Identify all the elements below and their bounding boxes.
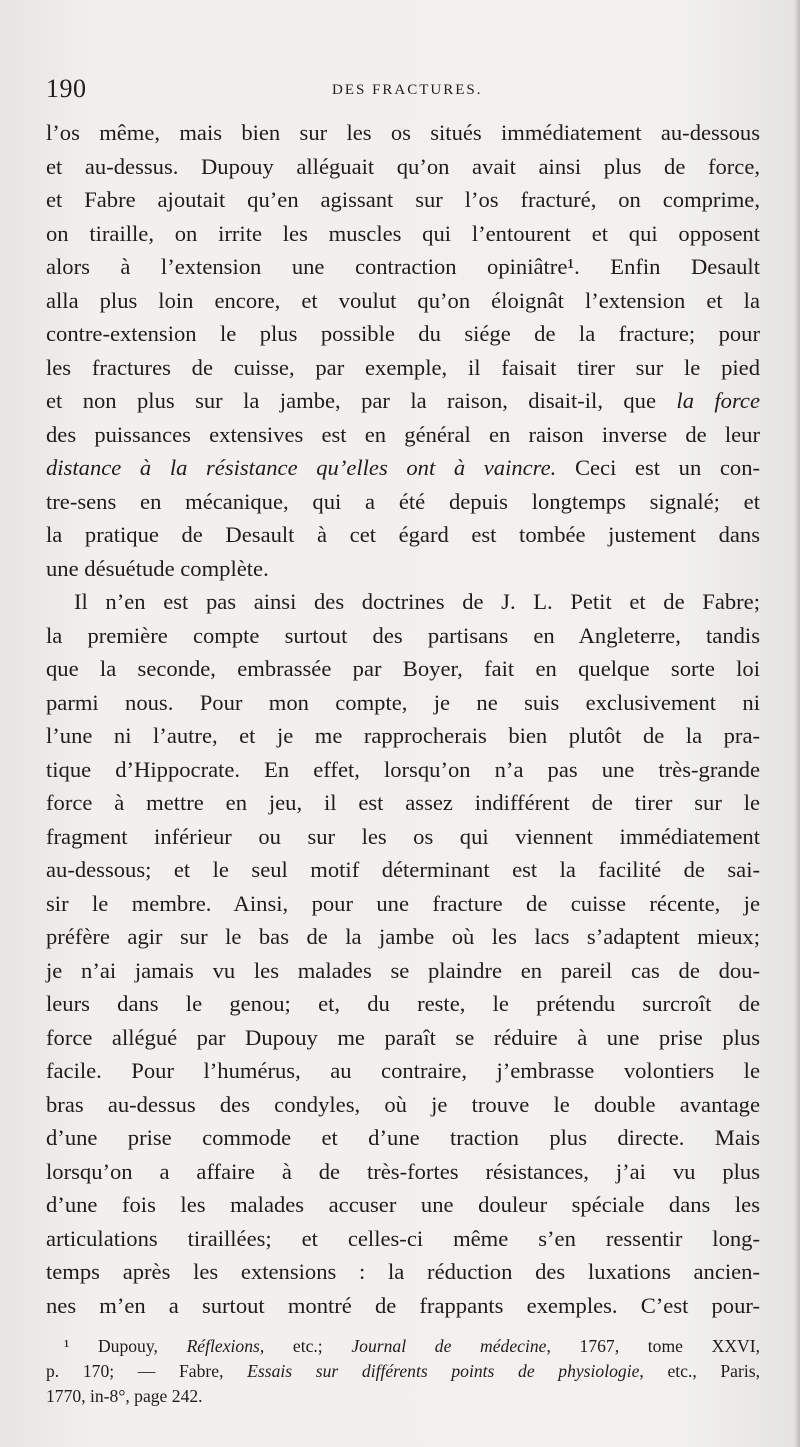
body-text	[46, 116, 760, 1322]
text-line: préfère agir sur le bas de la jambe où les lacs s’adaptent mieux;	[46, 924, 760, 949]
text-line: parmi nous. Pour mon compte, je ne suis exclusivement ni	[46, 689, 760, 715]
footnote-line	[46, 1334, 760, 1359]
italic-segment: la force	[676, 388, 760, 413]
text-line: d’une fois les malades accuser une douleur spéciale dans les	[46, 1192, 760, 1217]
footnote-line	[46, 1359, 760, 1384]
text-line: force à mettre en jeu, il est assez indifférent de tirer sur le	[46, 790, 760, 815]
text-line: l’os même, mais bien sur les os situés immédiatement au-dessous	[46, 120, 760, 145]
text-line: la pratique de Desault à cet égard est tombée justement dans	[46, 522, 760, 547]
text-line: leurs dans le genou; et, du reste, le prétendu surcroît de	[46, 991, 760, 1016]
text-line: et au-dessus. Dupouy alléguait qu’on avait ainsi plus de force,	[46, 153, 760, 179]
text-line: l’une ni l’autre, et je me rapprocherais bien plutôt de la pra-	[46, 723, 760, 748]
text-line: une désuétude complète.	[46, 555, 269, 581]
footnote-segment: , 1767, tome XXVI,	[546, 1336, 760, 1356]
page-header	[46, 74, 766, 108]
paragraph-first-line: Il n’en est pas ainsi des doctrines de J. L. Petit et de Fabre;	[74, 589, 760, 614]
text-line: bras au-dessus des condyles, où je trouve le double avantage	[46, 1091, 760, 1117]
footnote-segment: , etc.;	[259, 1336, 323, 1356]
footnote-italic: Journal de médecine	[351, 1336, 547, 1356]
footnote-segment: p. 170; — Fabre,	[46, 1361, 224, 1381]
text-line: facile. Pour l’humérus, au contraire, j’embrasse volontiers le	[46, 1058, 760, 1083]
footnote-segment: , etc., Paris,	[639, 1361, 760, 1381]
text-line: articulations tiraillées; et celles-ci même s’en ressentir long-	[46, 1225, 760, 1251]
text-line: des puissances extensives est en général en raison inverse de leur	[46, 421, 760, 447]
footnote-segment: ¹ Dupouy,	[64, 1336, 158, 1356]
text-line: les fractures de cuisse, par exemple, il faisait tirer sur le pied	[46, 354, 760, 380]
text-line: nes m’en a surtout montré de frappants exemples. C’est pour-	[46, 1292, 760, 1318]
text-line	[46, 451, 760, 485]
text-line: d’une prise commode et d’une traction plus directe. Mais	[46, 1125, 760, 1150]
text-line: au-dessous; et le seul motif déterminant est la facilité de sai-	[46, 857, 760, 882]
text-line: je n’ai jamais vu les malades se plaindre en pareil cas de dou-	[46, 957, 760, 983]
running-head: DES FRACTURES.	[332, 82, 483, 98]
text-line: alors à l’extension une contraction opiniâtre¹. Enfin Desault	[46, 254, 760, 279]
text-line: force allégué par Dupouy me paraît se réduire à une prise plus	[46, 1024, 760, 1050]
text-line: alla plus loin encore, et voulut qu’on éloignât l’extension et la	[46, 287, 760, 313]
page-number: 190	[46, 74, 87, 103]
text-line: contre-extension le plus possible du siége de la fracture; pour	[46, 321, 760, 346]
text-line: que la seconde, embrassée par Boyer, fait en quelque sorte loi	[46, 656, 760, 681]
italic-segment: distance à la résistance qu’elles ont à vaincre.	[46, 455, 557, 480]
text-line: sir le membre. Ainsi, pour une fracture de cuisse récente, je	[46, 890, 760, 916]
footnote-italic: Essais sur différents points de physiologie	[247, 1361, 640, 1381]
text-line: lorsqu’on a affaire à de très-fortes résistances, j’ai vu plus	[46, 1158, 760, 1184]
text-line: la première compte surtout des partisans en Angleterre, tandis	[46, 622, 760, 648]
page-edge-shadow	[794, 0, 800, 1447]
text-line: temps après les extensions : la réduction des luxations ancien-	[46, 1259, 760, 1284]
text-line: fragment inférieur ou sur les os qui viennent immédiatement	[46, 823, 760, 849]
text-line	[46, 384, 760, 418]
text-line: tique d’Hippocrate. En effet, lorsqu’on n’a pas une très-grande	[46, 756, 760, 782]
footnote-italic: Réflexions	[186, 1336, 260, 1356]
footnote-line: 1770, in-8°, page 242.	[46, 1386, 203, 1406]
text-line: on tiraille, on irrite les muscles qui l’entourent et qui opposent	[46, 220, 760, 246]
text-line: tre-sens en mécanique, qui a été depuis longtemps signalé; et	[46, 488, 760, 514]
text-line: et Fabre ajoutait qu’en agissant sur l’os fracturé, on comprime,	[46, 187, 760, 212]
text-segment: et non plus sur la jambe, par la raison, disait-il, que	[46, 388, 657, 413]
text-segment: Ceci est un con-	[574, 455, 761, 480]
footnote	[46, 1334, 760, 1409]
